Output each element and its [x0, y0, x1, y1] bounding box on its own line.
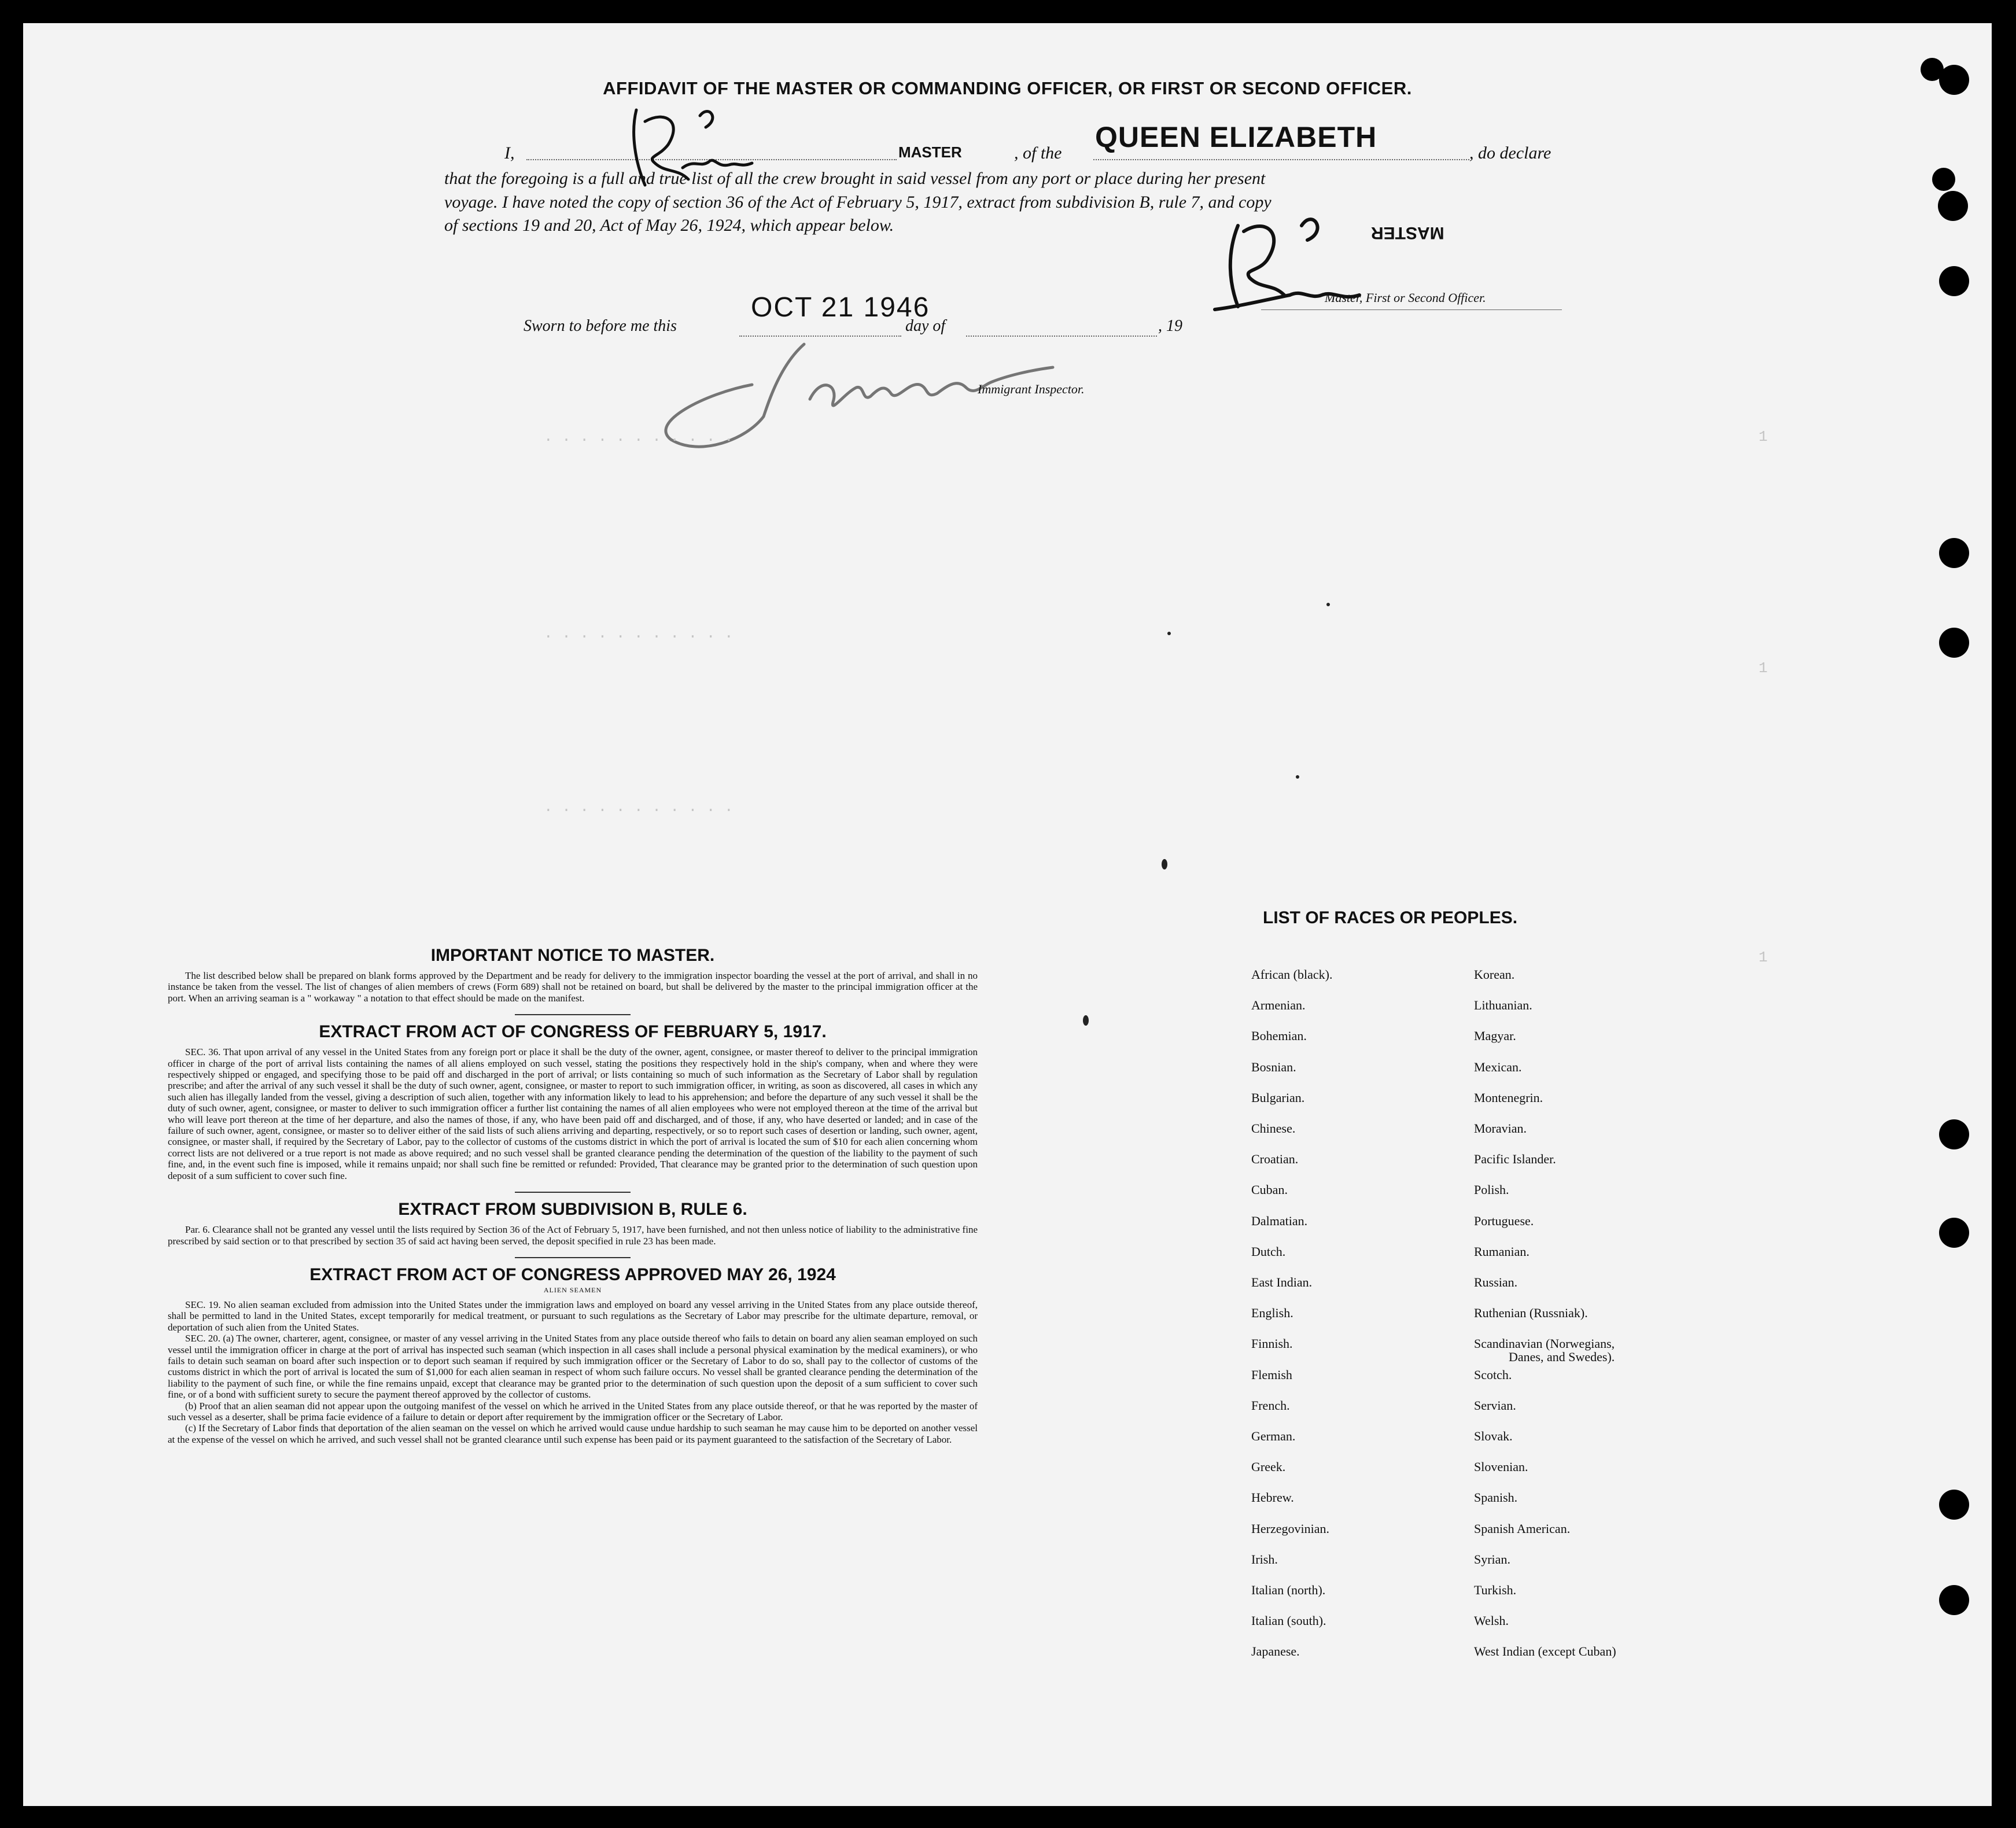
extract1-body: SEC. 36. That upon arrival of any vessel in the United States from any foreign port or place it shall be the duty of the owner, agent, consignee, or master thereof to deliver to the principal immigration officer in charge of the port of arrival lists containing the names of all aliens employed on such vessel, stating the positions they respectively hold in the ship's company, when and where they were respectively shipped or engaged, and specifying those to be paid off and discharged in the port of arrival; or lists containing so much of such information as the Secretary of Labor shall by regulation prescribe; and after the arrival of any such vessel it shall be the duty of such owner, agent, consignee, or master to report to such immigration officer, in writing, as soon as discovered, all cases in which any such alien has illegally landed from the vessel, giving a description of such alien, together with any information likely to lead to his apprehension; and before the departure of any such vessel it shall be the duty of such owner, agent, consignee, or master to deliver to such immigration officer a further list containing the names of all alien employees who were not employed thereon at the time of the arrival but who will leave port thereon at the time of her departure, and also the names of those, if any, who have been paid off and discharged, and of those, if any, who have deserted or landed; and in case of the failure of such owner, agent, consignee, or master so to deliver either of the said lists of such aliens arriving and departing, respectively, or so to report such cases of desertion or landing, such owner, agent, consignee, or master shall, if required by the Secretary of Labor, pay to the collector of customs of the customs district in which the port of arrival is located the sum of $10 for each alien concerning whom correct lists are not delivered or a true report is not made as above required; and no such vessel shall be granted clearance pending the determination of the question of the liability to the payment of such fine, and, in the event such fine is imposed, while it remains unpaid; nor shall such fine be remitted or refunded: Provided, That clearance may be granted prior to the determination of such question upon deposit of a sum sufficient to cover such fine. — [168, 1046, 978, 1181]
notice-section — [168, 946, 978, 1445]
races-item: Lithuanian. — [1474, 998, 1532, 1013]
divider — [515, 1192, 631, 1193]
races-item: Scotch. — [1474, 1367, 1512, 1382]
races-item: Danes, and Swedes). — [1509, 1350, 1615, 1364]
races-item: Flemish — [1251, 1367, 1292, 1382]
races-item: Bosnian. — [1251, 1059, 1296, 1074]
races-item: Irish. — [1251, 1551, 1278, 1567]
master-signature — [613, 98, 764, 202]
extract2-heading: EXTRACT FROM SUBDIVISION B, RULE 6. — [398, 1200, 747, 1219]
i-label: I, — [504, 143, 515, 163]
races-item: German. — [1251, 1429, 1296, 1444]
races-item: Hebrew. — [1251, 1490, 1294, 1505]
punch-hole — [1939, 628, 1969, 658]
year-label: , 19 — [1158, 317, 1182, 335]
races-item: Greek. — [1251, 1460, 1286, 1475]
ink-mark — [1162, 859, 1167, 869]
races-item: Turkish. — [1474, 1583, 1517, 1598]
races-item: Dalmatian. — [1251, 1213, 1308, 1228]
extract3-subheading: ALIEN SEAMEN — [543, 1285, 602, 1294]
races-left-column — [1251, 959, 1332, 1667]
extract2-body: Par. 6. Clearance shall not be granted any vessel until the lists required by Section 36 of the Act of February 5, 1917, have been furnished, and not then unless notice of liability to the administrative fine prescribed by said section or to that prescribed by section 35 of said act having been served, the deposit specified in rule 23 has been made. — [168, 1224, 978, 1247]
punch-hole — [1939, 1585, 1969, 1615]
races-item: African (black). — [1251, 967, 1333, 982]
races-item: Spanish. — [1474, 1490, 1518, 1505]
sec20a-text: SEC. 20. (a) The owner, charterer, agent, consignee, or master of any vessel arriving in the United States from any place outside thereof who fails to detain on board any alien seaman employed on such vessel until the immigration officer in charge at the port of arrival has inspected such seaman (which inspection in all cases shall include a personal physical examination by the medical examiners), or who fails to detain such seaman on board after such inspection or to deport such seaman if required by such immigration officer or the Secretary of Labor to do so, shall pay to the collector of customs of the customs district in which the port of arrival is located the sum of $1,000 for each alien seaman in respect of whom such failure occurs. No vessel shall be granted clearance pending the determination of the liability to the payment of such fine, or while the fine remains unpaid, except that clearance may be granted prior to the determination of such question upon the deposit of a sum sufficient to cover such fine, or of a bond with sufficient surety to secure the payment thereof approved by the collector of customs. — [168, 1333, 978, 1401]
ink-mark — [1296, 775, 1299, 779]
races-item: Korean. — [1474, 967, 1515, 982]
ink-mark — [1326, 603, 1330, 606]
races-item: Russian. — [1474, 1275, 1518, 1290]
divider — [515, 1257, 631, 1258]
officer-signature-line — [1261, 309, 1562, 310]
races-item: Japanese. — [1251, 1644, 1300, 1659]
punch-hole — [1938, 191, 1968, 221]
bleed-through: . . . . . . . . . . . — [544, 625, 734, 642]
races-heading: LIST OF RACES OR PEOPLES. — [1263, 908, 1518, 927]
inspector-caption: Immigrant Inspector. — [978, 382, 1085, 396]
notice-body: The list described below shall be prepared on blank forms approved by the Department and be ready for delivery to the immigration inspector boarding the vessel at the port of arrival, and shall in no instance be taken from the vessel. The list of changes of alien members of crews (Form 689) shall not be retained on board, but shall be delivered by the master to the principal immigration officer at the port. When an arriving seaman is a " workaway " a notation to that effect should be made on the manifest. — [168, 970, 978, 1004]
races-item: Bulgarian. — [1251, 1090, 1305, 1105]
bleed-through: 1 — [1759, 659, 1768, 677]
races-item: Slovak. — [1474, 1429, 1513, 1444]
bleed-through: 1 — [1759, 428, 1768, 445]
date-stamp: OCT 21 1946 — [751, 292, 930, 323]
punch-hole — [1939, 1218, 1969, 1248]
extract3-heading: EXTRACT FROM ACT OF CONGRESS APPROVED MAY 26, 1924 — [309, 1265, 836, 1284]
races-item: East Indian. — [1251, 1275, 1313, 1290]
races-item: Welsh. — [1474, 1613, 1509, 1628]
races-item: Chinese. — [1251, 1121, 1296, 1136]
races-right-column — [1474, 959, 1616, 1667]
races-item: Magyar. — [1474, 1029, 1516, 1044]
day-of-label: day of — [905, 317, 946, 335]
notice-heading: IMPORTANT NOTICE TO MASTER. — [430, 946, 715, 965]
races-item: Italian (south). — [1251, 1613, 1326, 1628]
officer-caption: Master, First or Second Officer. — [1325, 290, 1486, 305]
races-item: Slovenian. — [1474, 1460, 1528, 1475]
races-item: Spanish American. — [1474, 1521, 1571, 1536]
affidavit-title: AFFIDAVIT OF THE MASTER OR COMMANDING OFFICER, OR FIRST OR SECOND OFFICER. — [603, 78, 1412, 98]
punch-hole — [1939, 266, 1969, 296]
bleed-through: 1 — [1759, 949, 1768, 966]
races-item: Portuguese. — [1474, 1213, 1534, 1228]
ink-mark — [1167, 632, 1171, 635]
document-page — [23, 23, 1992, 1806]
of-the-label: , of the — [1014, 143, 1062, 163]
races-item: Scandinavian (Norwegians, — [1474, 1336, 1615, 1351]
declaration-line: that the foregoing is a full and true list of all the crew brought in said vessel from any port or place during her present — [444, 169, 1266, 188]
races-item: Servian. — [1474, 1398, 1516, 1413]
races-item: Syrian. — [1474, 1551, 1510, 1567]
do-declare-label: , do declare — [1469, 143, 1551, 163]
races-item: Italian (north). — [1251, 1583, 1326, 1598]
extract1-heading: EXTRACT FROM ACT OF CONGRESS OF FEBRUARY 5, 1917. — [319, 1022, 827, 1042]
races-item: Bohemian. — [1251, 1029, 1307, 1044]
races-item: Ruthenian (Russniak). — [1474, 1306, 1588, 1321]
punch-hole — [1939, 1119, 1969, 1149]
races-item: Herzegovinian. — [1251, 1521, 1329, 1536]
races-item: Montenegrin. — [1474, 1090, 1543, 1105]
punch-hole — [1939, 1490, 1969, 1520]
sec20b-text: (b) Proof that an alien seaman did not appear upon the outgoing manifest of the vessel on which he arrived in the United States from any place outside thereof, or that he was reported by the master of such vessel as a deserter, shall be prima facie evidence of a failure to detain or deport after requirement by the immigration officer or the Secretary of Labor. — [168, 1400, 978, 1422]
races-item: Armenian. — [1251, 998, 1306, 1013]
divider — [515, 1014, 631, 1015]
races-item: Pacific Islander. — [1474, 1152, 1556, 1167]
races-item: Cuban. — [1251, 1182, 1288, 1197]
vessel-name: QUEEN ELIZABETH — [1095, 121, 1377, 153]
races-item: Moravian. — [1474, 1121, 1527, 1136]
vessel-blank — [1093, 159, 1469, 160]
races-item: Rumanian. — [1474, 1244, 1529, 1259]
races-item: Croatian. — [1251, 1152, 1299, 1167]
declaration-line: voyage. I have noted the copy of section 36 of the Act of February 5, 1917, extract from subdivision B, rule 7, and copy — [444, 193, 1271, 212]
races-item: Polish. — [1474, 1182, 1509, 1197]
races-item: Finnish. — [1251, 1336, 1293, 1351]
punch-hole — [1939, 538, 1969, 568]
sec20c-text: (c) If the Secretary of Labor finds that deportation of the alien seaman on the vessel on which he arrived would cause undue hardship to such seaman he may cause him to be deported on another vessel at the expense of the vessel on which he arrived, and such vessel shall not be granted clearance until such expense has been paid or its payment guaranteed to the satisfaction of the Secretary of Labor. — [168, 1422, 978, 1445]
races-item: West Indian (except Cuban) — [1474, 1644, 1616, 1659]
bleed-through: . . . . . . . . . . . — [544, 798, 734, 816]
ink-mark — [1083, 1015, 1089, 1026]
races-item: English. — [1251, 1306, 1293, 1321]
races-item: Dutch. — [1251, 1244, 1286, 1259]
declaration-line: of sections 19 and 20, Act of May 26, 1924, which appear below. — [444, 216, 894, 235]
master-stamp: MASTER — [1371, 223, 1444, 242]
punch-hole — [1932, 168, 1955, 191]
races-item: Mexican. — [1474, 1059, 1522, 1074]
sworn-label: Sworn to before me this — [524, 317, 677, 335]
bleed-through: . . . . . . . . . . . — [544, 428, 734, 445]
rank-value: MASTER — [898, 143, 962, 161]
sec19-text: SEC. 19. No alien seaman excluded from admission into the United States under the immigration laws and employed on board any vessel arriving in the United States from any place outside thereof, shall be permitted to land in the United States, except temporarily for medical treatment, or pursuant to such regulations as the Secretary of Labor may prescribe for the ultimate departure, removal, or deportation of such alien from the United States. — [168, 1299, 978, 1333]
races-item: French. — [1251, 1398, 1290, 1413]
